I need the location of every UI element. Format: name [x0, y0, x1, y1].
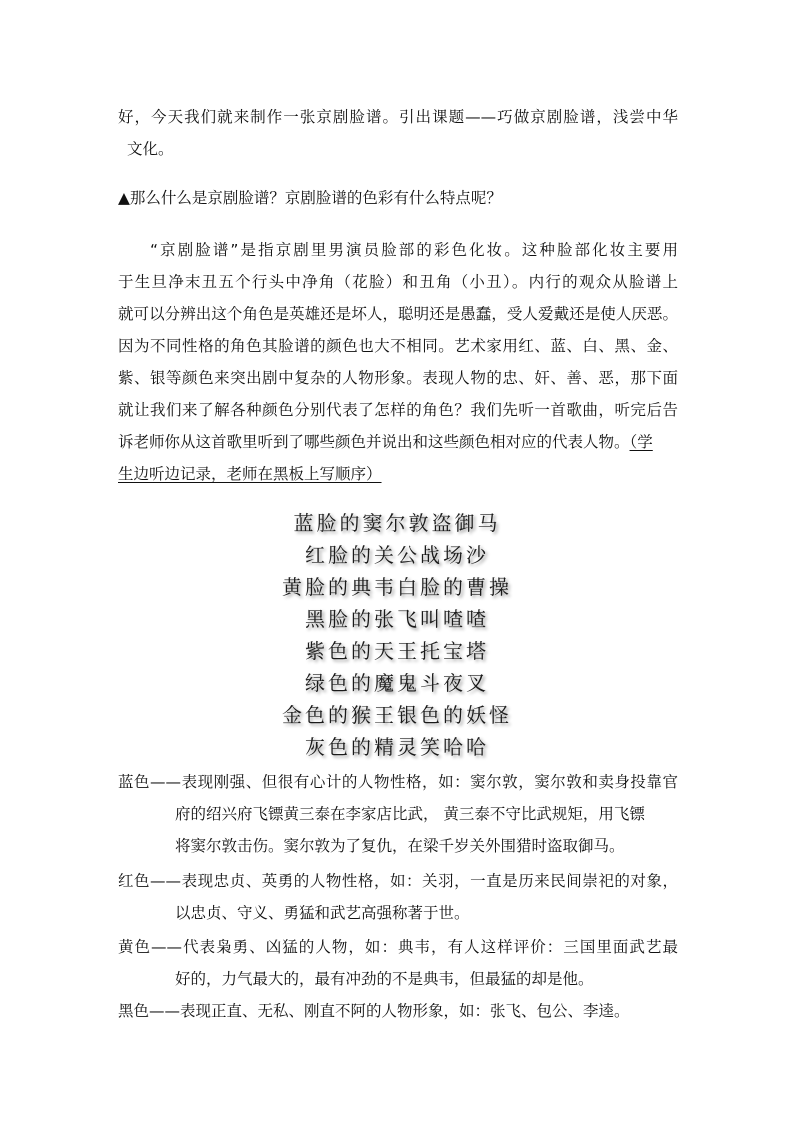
color-note-black-line-1: 黑色——表现正直、无私、刚直不阿的人物形象，如：张飞、包公、李逵。: [118, 1002, 630, 1020]
paragraph-line-3: 就可以分辨出这个角色是英雄还是坏人，聪明还是愚蠢，受人爱戴还是使人厌恶。: [118, 305, 678, 323]
paragraph-line-2: 于生旦净末丑五个行头中净角（花脸）和丑角（小丑）。内行的观众从脸谱上: [118, 273, 678, 291]
song-lyric-1: 蓝脸的窦尔敦盗御马: [293, 511, 501, 535]
intro-line-1: 好，今天我们就来制作一张京剧脸谱。引出课题——巧做京剧脸谱，浅尝中华: [118, 108, 678, 126]
paragraph-note-end: 生边听边记录，老师在黑板上写顺序）: [118, 465, 382, 483]
song-lyric-3: 黄脸的典韦白脸的曹操: [282, 575, 512, 599]
paragraph-line-7-text: 诉老师你从这首歌里听到了哪些颜色并说出和这些颜色相对应的代表人物。: [118, 433, 630, 451]
song-lyric-4: 黑脸的张飞叫喳喳: [305, 607, 489, 631]
color-note-blue-line-2: 府的绍兴府飞镖黄三泰在李家店比武， 黄三泰不守比武规矩，用飞镖: [175, 805, 645, 823]
paragraph-line-5: 紫、银等颜色来突出剧中复杂的人物形象。表现人物的忠、奸、善、恶，那下面: [118, 369, 678, 387]
song-lyric-6: 绿色的魔鬼斗夜叉: [305, 671, 489, 695]
paragraph-note-start: （学: [629, 433, 653, 451]
song-lyric-5: 紫色的天王托宝塔: [305, 639, 489, 663]
paragraph-line-6: 就让我们来了解各种颜色分别代表了怎样的角色？我们先听一首歌曲，听完后告: [118, 401, 678, 419]
color-note-blue-line-3: 将窦尔敦击伤。窦尔敦为了复仇，在梁千岁关外围猎时盗取御马。: [175, 837, 625, 855]
color-note-red-line-2: 以忠贞、守义、勇猛和武艺高强称著于世。: [175, 904, 470, 922]
color-note-red-line-1: 红色——表现忠贞、英勇的人物性格，如：关羽，一直是历来民间崇祀的对象，: [118, 872, 678, 890]
color-note-yellow-line-1: 黄色——代表枭勇、凶猛的人物，如：典韦，有人这样评价：三国里面武艺最: [118, 938, 678, 956]
paragraph-line-7: [118, 432, 678, 452]
song-lyric-2: 红脸的关公战场沙: [305, 543, 489, 567]
paragraph-line-4: 因为不同性格的角色其脸谱的颜色也大不相同。艺术家用红、蓝、白、黑、金、: [118, 337, 678, 355]
color-note-blue-line-1: 蓝色——表现刚强、但很有心计的人物性格，如：窦尔敦，窦尔敦和卖身投靠官: [118, 773, 678, 791]
song-lyric-8: 灰色的精灵笑哈哈: [305, 735, 489, 759]
intro-line-2: 文化。: [127, 140, 174, 158]
paragraph-line-1: “京剧脸谱”是指京剧里男演员脸部的彩色化妆。这种脸部化妆主要用: [150, 241, 678, 259]
song-lyric-7: 金色的猴王银色的妖怪: [282, 703, 512, 727]
section-question: ▲那么什么是京剧脸谱？京剧脸谱的色彩有什么特点呢？: [118, 189, 502, 207]
color-note-yellow-line-2: 好的，力气最大的，最有冲劲的不是典韦，但最猛的却是他。: [175, 970, 594, 988]
